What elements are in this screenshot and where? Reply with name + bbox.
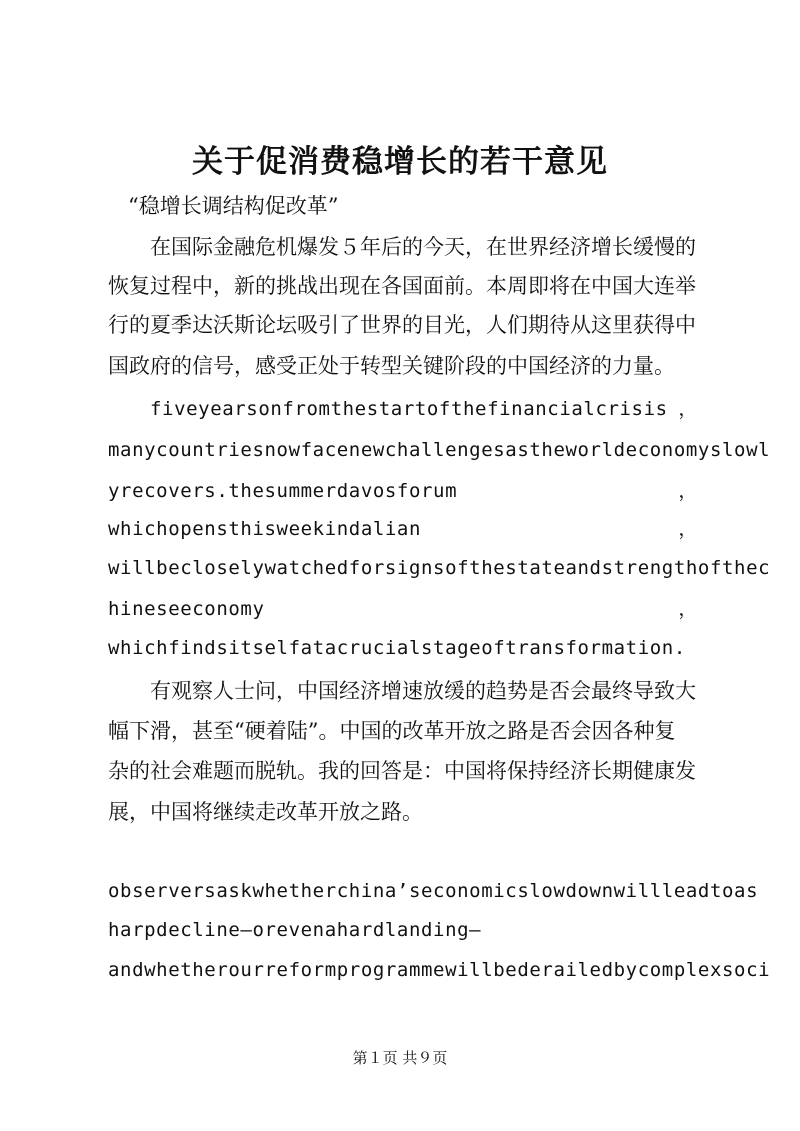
english-text: fiveyearsonfromthestartofthefinancialcrisis [150, 398, 668, 420]
comma: ， [678, 480, 698, 502]
english-line: manycountriesnowfacenewchallengesastheworldeconomyslowl [108, 439, 771, 461]
page-number-footer: 第１页 共９页 [352, 1049, 448, 1067]
paragraph-line: 展，中国将继续走改革开放之路。 [108, 800, 423, 824]
comma: ， [678, 398, 698, 420]
english-text: whichopensthisweekindalian [108, 518, 422, 540]
english-line: harpdecline–orevenahardlanding– [108, 919, 482, 941]
english-line [108, 514, 698, 544]
paragraph-line: 行的夏季达沃斯论坛吸引了世界的目光，人们期待从这里获得中 [108, 313, 696, 337]
english-line: willbecloselywatchedforsignsofthestateandstrengthofthec [108, 557, 771, 579]
english-line: observersaskwhetherchina’seconomicslowdownwillleadtoas [108, 880, 759, 902]
english-line: whichfindsitselfatacrucialstageoftransformation. [108, 637, 686, 659]
paragraph-line: 国政府的信号，感受正处于转型关键阶段的中国经济的力量。 [108, 354, 675, 378]
english-text: hineseeconomy [108, 598, 265, 620]
paragraph-line: 杂的社会难题而脱轨。我的回答是：中国将保持经济长期健康发 [108, 759, 696, 783]
english-line [108, 476, 698, 506]
paragraph-line: 有观察人士问，中国经济增速放缓的趋势是否会最终导致大 [150, 679, 696, 703]
paragraph-line: 在国际金融危机爆发５年后的今天，在世界经济增长缓慢的 [150, 235, 696, 259]
paragraph-line: 幅下滑，甚至“硬着陆”。中国的改革开放之路是否会因各种复 [108, 719, 676, 743]
document-title: 关于促消费稳增长的若干意见 [192, 144, 608, 180]
comma: ， [678, 598, 698, 620]
english-line [150, 394, 698, 424]
english-line: andwhetherourreformprogrammewillbederailedbycomplexsoci [108, 959, 771, 981]
comma: ， [678, 518, 698, 540]
subtitle: “稳增长调结构促改革” [128, 194, 339, 218]
english-line [108, 594, 698, 624]
paragraph-line: 恢复过程中，新的挑战出现在各国面前。本周即将在中国大连举 [108, 274, 696, 298]
english-text: yrecovers.thesummerdavosforum [108, 480, 458, 502]
